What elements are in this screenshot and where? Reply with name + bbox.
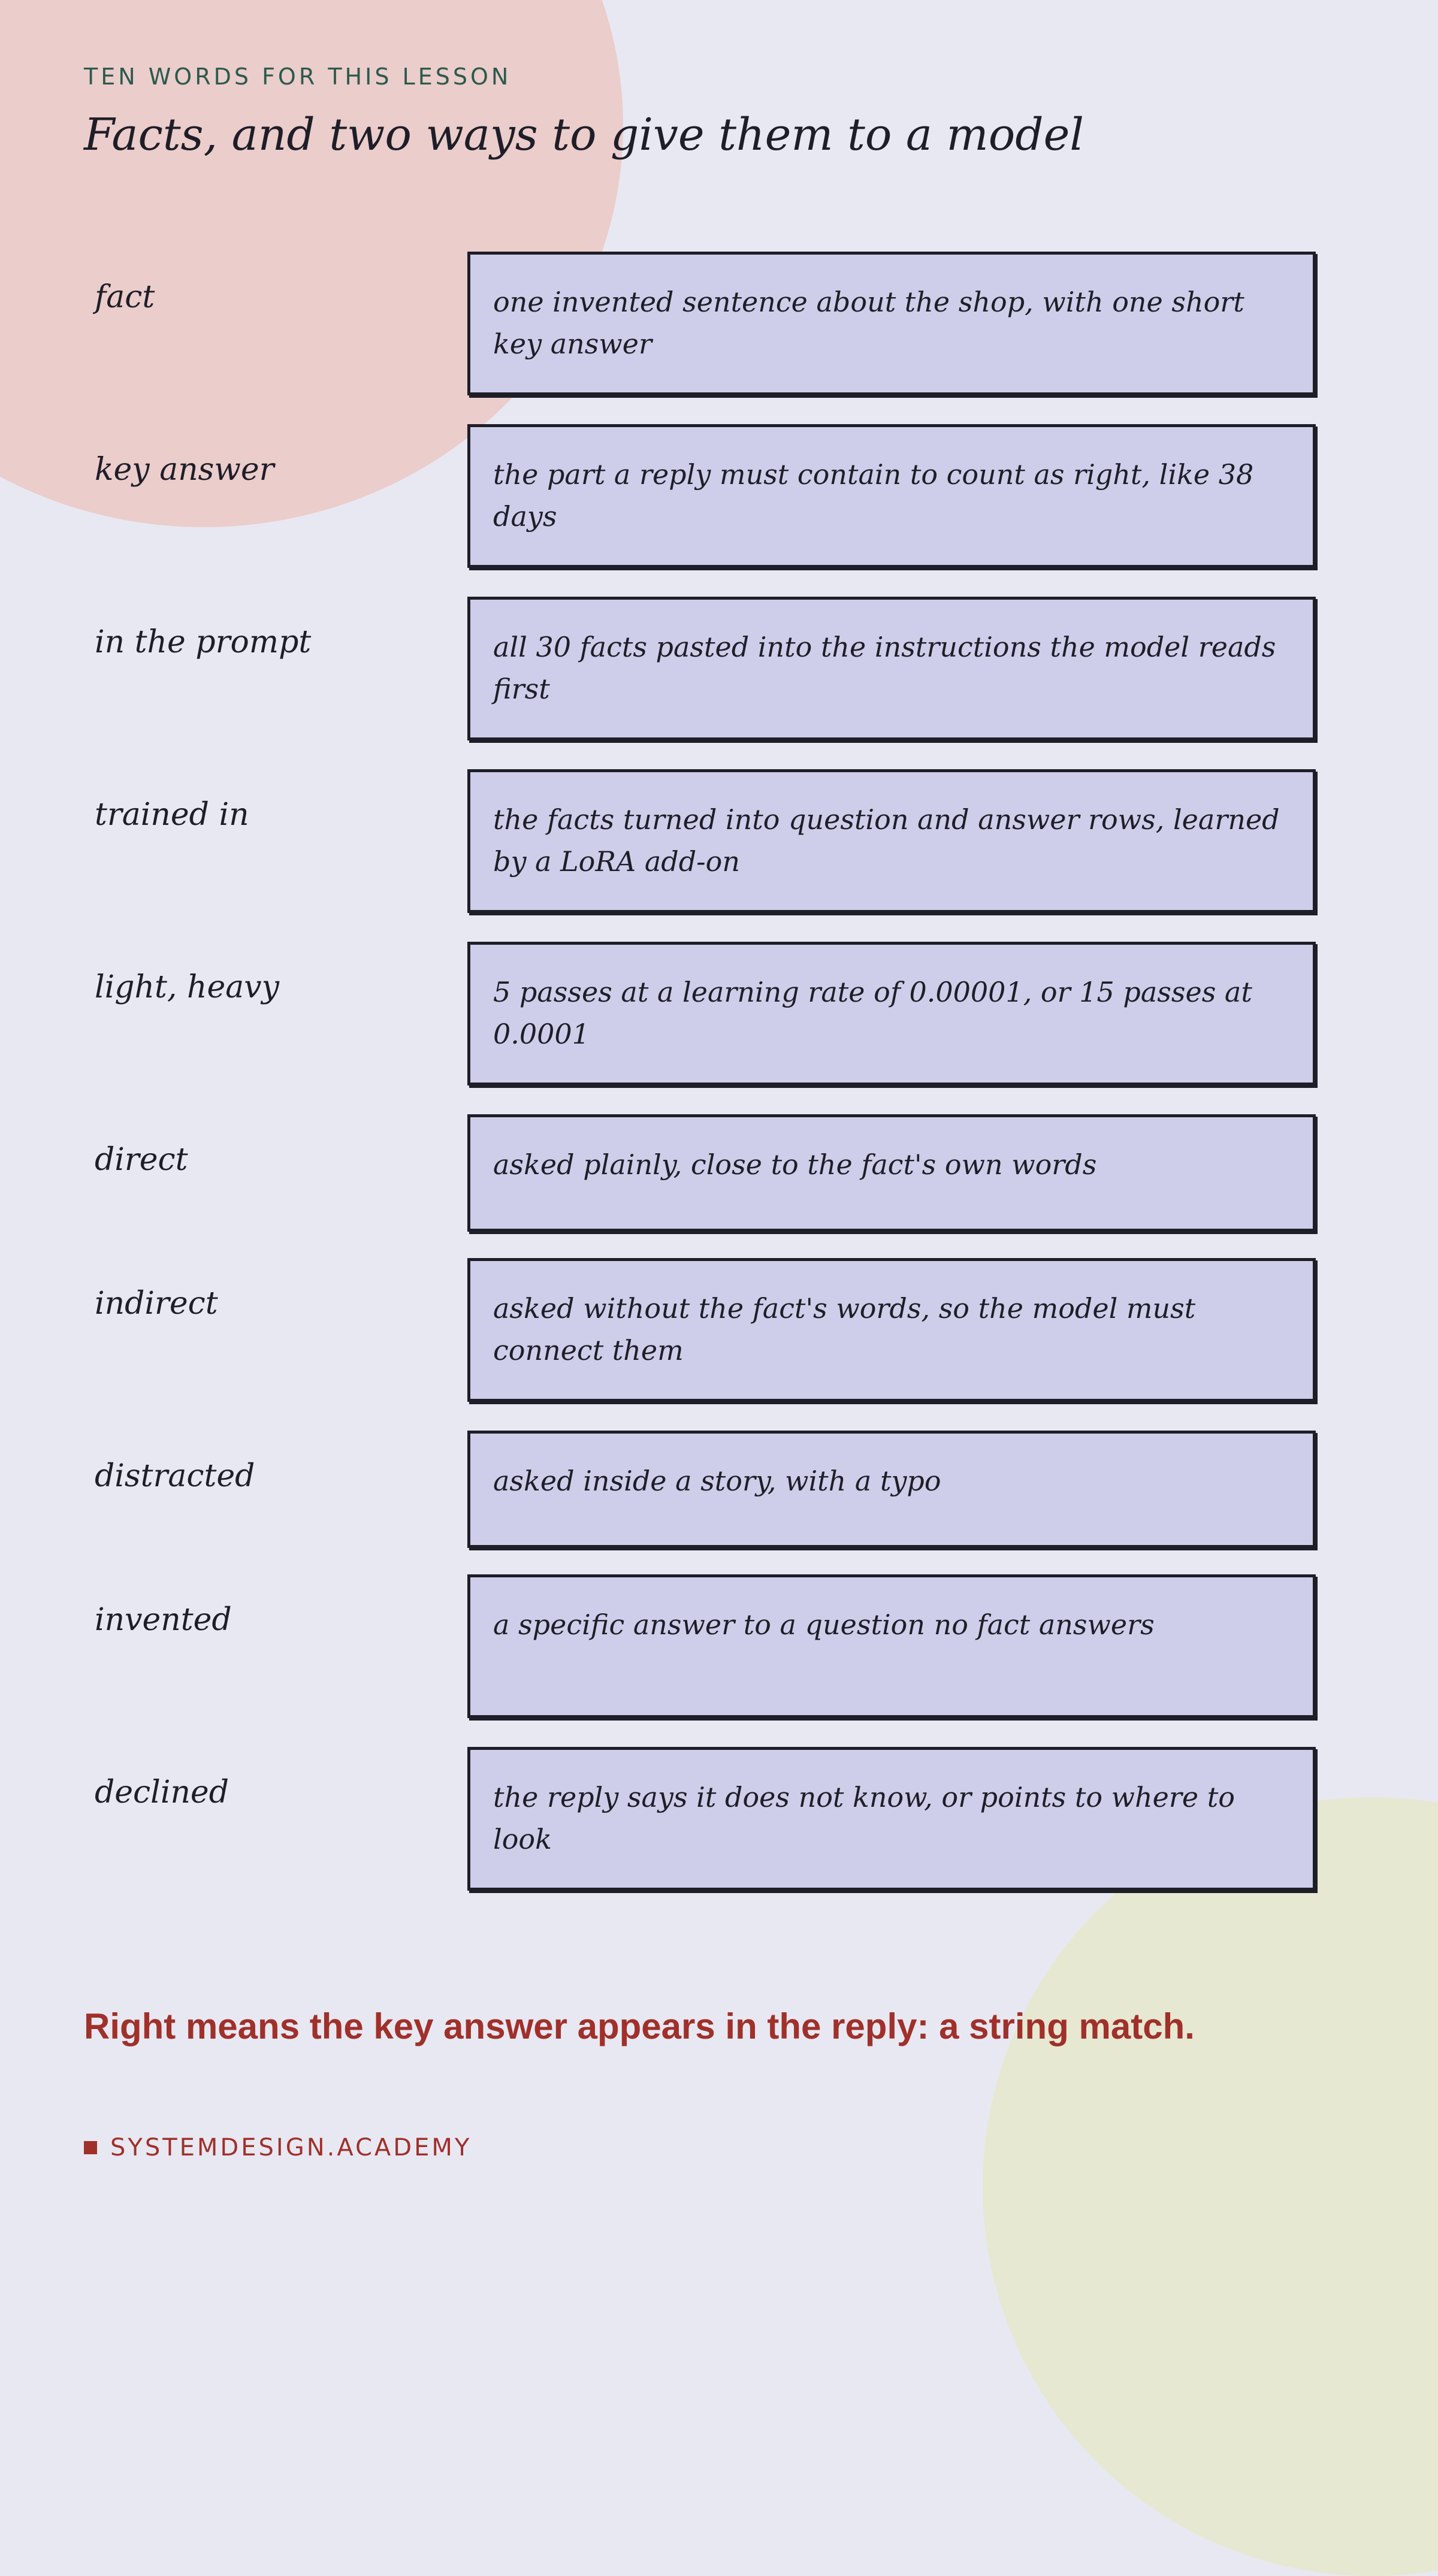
definition-text: all 30 facts pasted into the instructions the model reads first <box>493 631 1276 705</box>
definition-box <box>467 1747 1316 1891</box>
term-label: key answer <box>95 452 274 488</box>
term-label: declined <box>95 1774 229 1810</box>
definition-text: asked without the fact's words, so the model must connect them <box>493 1292 1196 1366</box>
definition-text: the part a reply must contain to count as right, like 38 days <box>493 458 1254 533</box>
definition-box <box>467 942 1316 1086</box>
glossary-row <box>0 1574 1438 1747</box>
definition-box <box>467 1431 1316 1548</box>
glossary-row <box>0 424 1438 597</box>
definition-text: 5 passes at a learning rate of 0.00001, or 15 passes at 0.0001 <box>493 976 1252 1050</box>
glossary-row <box>0 1258 1438 1431</box>
glossary-row <box>0 597 1438 769</box>
glossary-row <box>0 1114 1438 1258</box>
footer-brand <box>84 2134 472 2161</box>
glossary-list <box>0 252 1438 1919</box>
term-label: direct <box>95 1142 188 1178</box>
term-label: trained in <box>95 797 249 833</box>
definition-box <box>467 252 1316 395</box>
definition-box <box>467 1114 1316 1232</box>
term-label: invented <box>95 1602 232 1638</box>
glossary-row <box>0 1747 1438 1919</box>
eyebrow-label: TEN WORDS FOR THIS LESSON <box>84 64 512 90</box>
definition-text: asked inside a story, with a typo <box>493 1465 941 1497</box>
definition-box <box>467 1258 1316 1402</box>
glossary-row <box>0 1431 1438 1574</box>
definition-box <box>467 424 1316 568</box>
definition-text: the facts turned into question and answer rows, learned by a LoRA add-on <box>493 803 1280 878</box>
summary-note: Right means the key answer appears in the reply: a string match. <box>84 2006 1195 2046</box>
definition-box <box>467 1574 1316 1718</box>
definition-text: the reply says it does not know, or points to where to look <box>493 1781 1235 1855</box>
term-label: light, heavy <box>95 969 280 1005</box>
page-title: Facts, and two ways to give them to a model <box>84 109 1084 161</box>
square-bullet-icon <box>84 2141 97 2154</box>
term-label: distracted <box>95 1458 255 1494</box>
definition-text: asked plainly, close to the fact's own words <box>493 1148 1097 1181</box>
definition-text: one invented sentence about the shop, with one short key answer <box>493 286 1244 360</box>
glossary-row <box>0 942 1438 1114</box>
definition-box <box>467 769 1316 913</box>
term-label: indirect <box>95 1286 218 1322</box>
glossary-row <box>0 769 1438 942</box>
term-label: fact <box>95 279 155 315</box>
footer-text: SYSTEMDESIGN.ACADEMY <box>110 2134 472 2161</box>
definition-box <box>467 597 1316 740</box>
definition-text: a specific answer to a question no fact answers <box>493 1609 1155 1641</box>
glossary-row <box>0 252 1438 424</box>
term-label: in the prompt <box>95 624 312 660</box>
